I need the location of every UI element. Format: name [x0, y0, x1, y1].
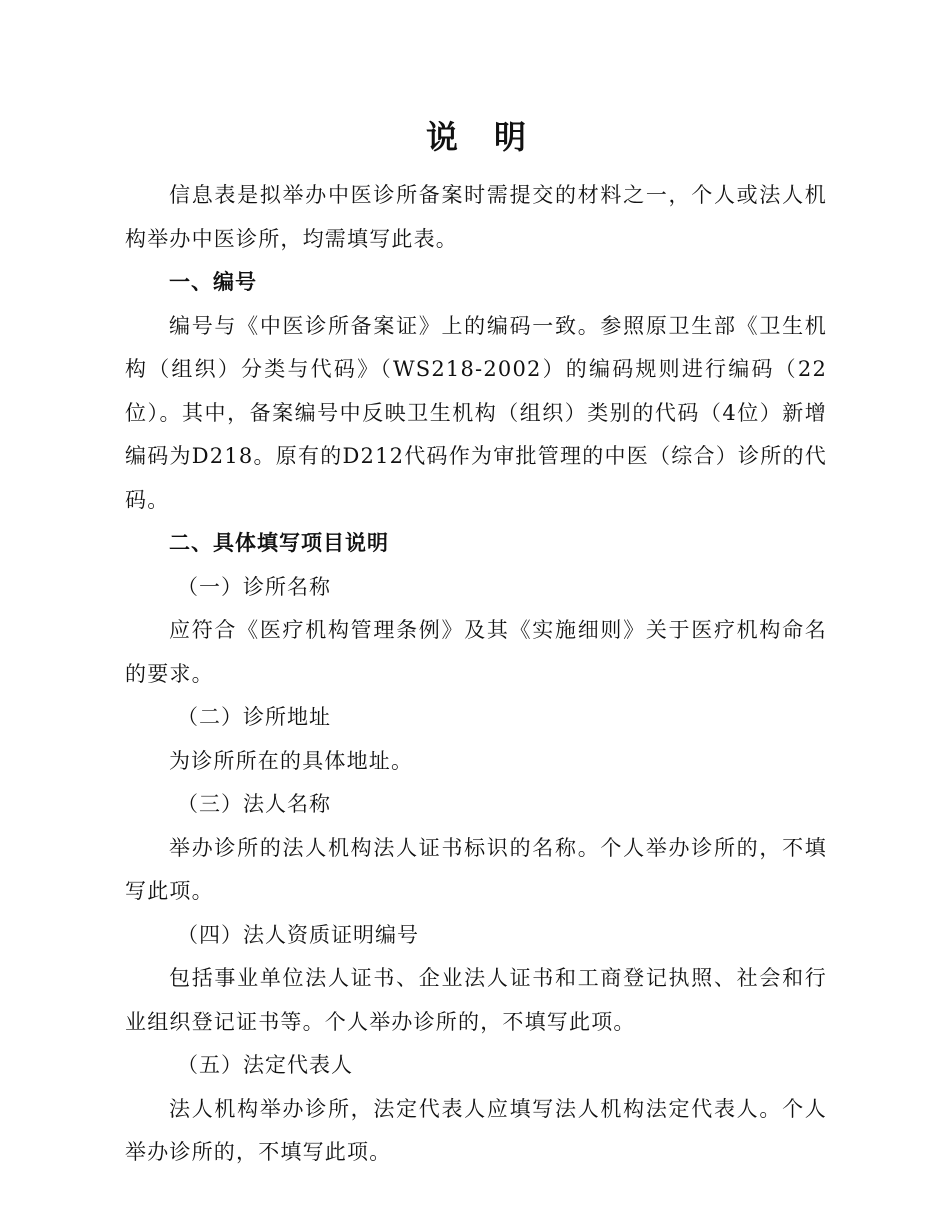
clinic-address-paragraph: 为诊所所在的具体地址。 [169, 748, 414, 773]
section-heading-items: 二、具体填写项目说明 [169, 531, 389, 555]
subheading-clinic-address: （二）诊所地址 [177, 705, 331, 729]
section-heading-numbering: 一、编号 [169, 270, 257, 294]
qualification-number-paragraph: 包括事业单位法人证书、企业法人证书和工商登记执照、社会和行业组织登记证书等。个人举办诊所的，不填写此项。 [125, 966, 827, 1034]
document-title: 说明 [425, 118, 562, 156]
legal-representative-paragraph: 法人机构举办诊所，法定代表人应填写法人机构法定代表人。个人举办诊所的，不填写此项。 [125, 1096, 827, 1164]
subheading-legal-entity-name: （三）法人名称 [177, 792, 331, 816]
legal-entity-name-paragraph: 举办诊所的法人机构法人证书标识的名称。个人举办诊所的，不填写此项。 [125, 835, 827, 903]
clinic-name-paragraph: 应符合《医疗机构管理条例》及其《实施细则》关于医疗机构命名的要求。 [125, 618, 827, 686]
document-page [125, 112, 827, 1175]
subheading-qualification-number: （四）法人资质证明编号 [177, 922, 419, 947]
numbering-paragraph: 编号与《中医诊所备案证》上的编码一致。参照原卫生部《卫生机构（组织）分类与代码》（WS218-2002）的编码规则进行编码（22位）。其中，备案编号中反映卫生机构（组织）类别的代码（4位）新增编码为D218。原有的D212代码作为审批管理的中医（综合）诊所的代码。 [125, 313, 827, 512]
subheading-legal-representative: （五）法定代表人 [177, 1053, 353, 1077]
subheading-clinic-name: （一）诊所名称 [177, 574, 331, 599]
intro-paragraph: 信息表是拟举办中医诊所备案时需提交的材料之一，个人或法人机构举办中医诊所，均需填写此表。 [125, 183, 827, 251]
